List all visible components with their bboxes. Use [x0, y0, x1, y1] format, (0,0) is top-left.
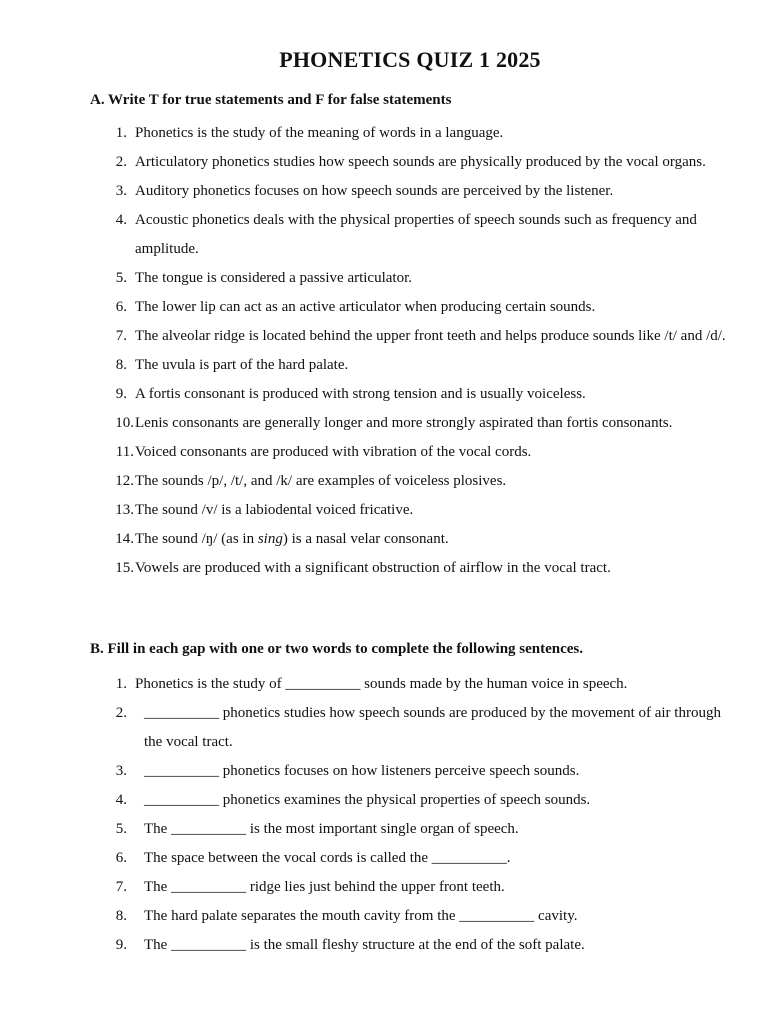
list-item	[0, 699, 768, 757]
list-item	[0, 525, 768, 554]
item-text: Phonetics is the study of __________ sounds made by the human voice in speech.	[135, 676, 628, 692]
list-item	[0, 815, 768, 844]
item-number: 7.	[115, 879, 127, 895]
item-number: 2.	[115, 154, 127, 170]
item-number: 2.	[115, 705, 127, 721]
item-number: 1.	[115, 676, 127, 692]
list-item	[0, 902, 768, 931]
item-text: Articulatory phonetics studies how speech sounds are physically produced by the vocal organs.	[135, 154, 706, 170]
item-number: 12.	[115, 473, 134, 489]
item-text: The uvula is part of the hard palate.	[135, 357, 349, 373]
item-number: 13.	[115, 502, 134, 518]
section-b-heading: B. Fill in each gap with one or two words to complete the following sentences.	[90, 641, 584, 657]
list-item	[0, 844, 768, 873]
list-item	[0, 119, 768, 148]
item-text-before: The sound /ŋ/ (as in	[135, 531, 258, 547]
list-item	[0, 206, 768, 264]
list-item	[0, 757, 768, 786]
item-text: __________ phonetics examines the physical properties of speech sounds.	[144, 792, 591, 808]
list-item	[0, 554, 768, 583]
list-item	[0, 322, 768, 351]
item-text-after: ) is a nasal velar consonant.	[282, 531, 449, 547]
item-number: 3.	[115, 763, 127, 779]
list-item	[0, 293, 768, 322]
item-number: 10.	[115, 415, 134, 431]
list-item	[0, 931, 768, 960]
item-number: 5.	[115, 270, 127, 286]
list-item	[0, 438, 768, 467]
item-text: Phonetics is the study of the meaning of words in a language.	[135, 125, 504, 141]
item-text: The __________ is the small fleshy structure at the end of the soft palate.	[144, 937, 585, 953]
list-item	[0, 670, 768, 699]
item-number: 6.	[115, 299, 127, 315]
item-text: The hard palate separates the mouth cavity from the __________ cavity.	[144, 908, 578, 924]
section-a-list	[0, 119, 768, 583]
list-item	[0, 148, 768, 177]
item-text: The lower lip can act as an active articulator when producing certain sounds.	[135, 299, 596, 315]
list-item	[0, 467, 768, 496]
item-number: 8.	[115, 908, 127, 924]
item-text: __________ phonetics studies how speech sounds are produced by the movement of air through the vocal tract.	[144, 705, 721, 750]
page-title: PHONETICS QUIZ 1 2025	[279, 47, 541, 72]
section-b-list	[0, 670, 768, 960]
list-item	[0, 409, 768, 438]
item-text: The space between the vocal cords is called the __________.	[144, 850, 511, 866]
item-number: 14.	[115, 531, 134, 547]
item-text: __________ phonetics focuses on how listeners perceive speech sounds.	[144, 763, 580, 779]
item-text: Acoustic phonetics deals with the physical properties of speech sounds such as frequency and amplitude.	[135, 212, 697, 257]
item-number: 11.	[115, 444, 134, 460]
item-text: The alveolar ridge is located behind the upper front teeth and helps produce sounds like /t/ and /d/.	[135, 328, 726, 344]
item-number: 8.	[115, 357, 127, 373]
item-number: 9.	[115, 937, 127, 953]
item-text: The sound /v/ is a labiodental voiced fricative.	[135, 502, 414, 518]
item-number: 5.	[115, 821, 127, 837]
list-item	[0, 351, 768, 380]
list-item	[0, 380, 768, 409]
item-number: 4.	[115, 212, 127, 228]
item-number: 3.	[115, 183, 127, 199]
item-text: Lenis consonants are generally longer and more strongly aspirated than fortis consonants.	[135, 415, 673, 431]
item-text: The __________ ridge lies just behind the upper front teeth.	[144, 879, 505, 895]
list-item	[0, 873, 768, 902]
item-number: 15.	[115, 560, 134, 576]
item-text-italic: sing	[257, 531, 283, 547]
item-text: Auditory phonetics focuses on how speech sounds are perceived by the listener.	[135, 183, 614, 199]
item-number: 1.	[115, 125, 127, 141]
item-number: 7.	[115, 328, 127, 344]
item-text: Voiced consonants are produced with vibration of the vocal cords.	[135, 444, 532, 460]
item-number: 6.	[115, 850, 127, 866]
list-item	[0, 177, 768, 206]
section-a-heading: A. Write T for true statements and F for false statements	[90, 92, 452, 108]
item-number: 4.	[115, 792, 127, 808]
item-text: The __________ is the most important single organ of speech.	[144, 821, 519, 837]
list-item	[0, 496, 768, 525]
item-text: A fortis consonant is produced with strong tension and is usually voiceless.	[135, 386, 586, 402]
item-text: Vowels are produced with a significant obstruction of airflow in the vocal tract.	[135, 560, 611, 576]
item-number: 9.	[115, 386, 127, 402]
item-text: The sounds /p/, /t/, and /k/ are examples of voiceless plosives.	[135, 473, 507, 489]
list-item	[0, 264, 768, 293]
item-text: The tongue is considered a passive articulator.	[135, 270, 412, 286]
list-item	[0, 786, 768, 815]
